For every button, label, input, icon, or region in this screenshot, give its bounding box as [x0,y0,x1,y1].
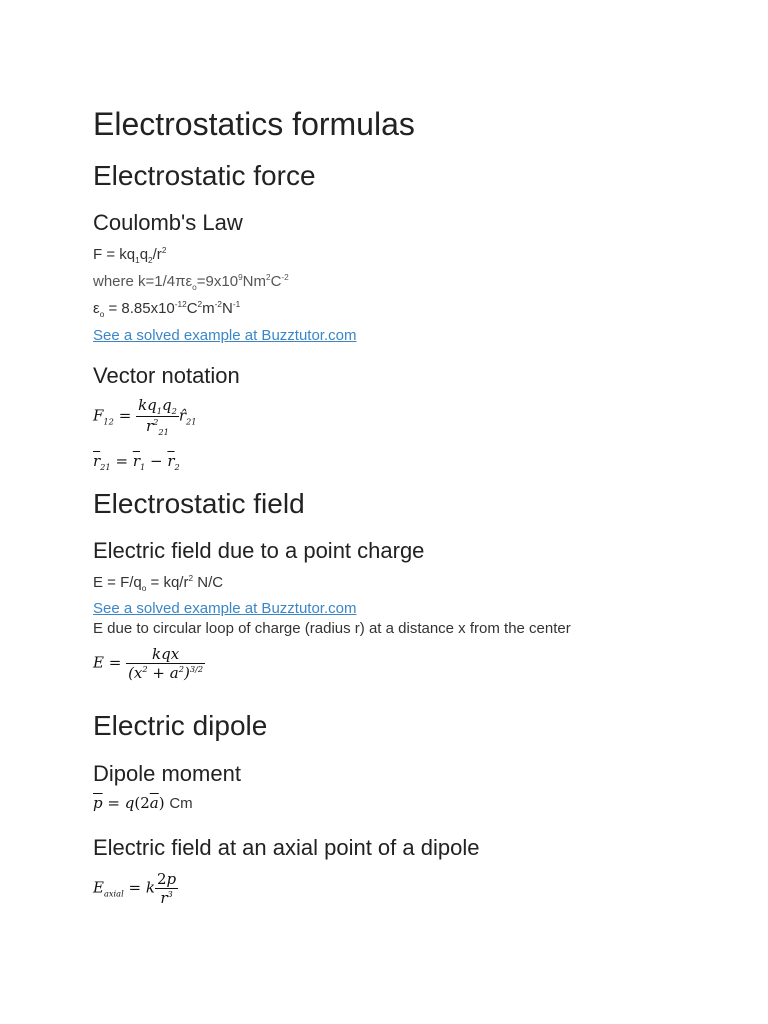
subheading-coulombs-law: Coulomb's Law [93,210,243,235]
subheading-vector-notation: Vector notation [93,363,240,388]
solved-example-link-force[interactable]: See a solved example at Buzztutor.com [93,327,357,344]
permittivity-value: $\varepsilon_o = 8.85x10^{-12}C^2m^{-2}N^{-1}$ [93,300,241,319]
dipole-moment-formula: $\overline{p} = q(2\overline{a})$ Cm [93,794,193,812]
circular-loop-description: E due to circular loop of charge (radius r) at a distance x from the center [93,620,571,637]
point-charge-formula: $E = F/q_o = kq/r^2$ N/C [93,574,224,593]
circular-loop-formula: E = $\frac{\text{kqx}}{(x^2 + a^2)^{3/2}}$ [93,645,204,682]
page-title: Electrostatics formulas [93,106,415,142]
section-heading-force: Electrostatic force [93,160,316,191]
solved-example-link-field[interactable]: See a solved example at Buzztutor.com [93,600,357,617]
section-heading-field: Electrostatic field [93,488,305,519]
coulomb-constant-k: where $k=1/4\pi\varepsilon_o=9x10^9Nm^2C^{-2}$ [93,273,289,292]
subheading-axial-field: Electric field at an axial point of a dipole [93,835,480,860]
section-heading-dipole: Electric dipole [93,710,268,741]
axial-field-formula: $E_{axial} = k$ $\frac{2p}{r^3}$ [93,870,177,907]
coulomb-formula: $F = kq_1q_2/r^2$ [93,246,167,265]
vector-displacement-formula: $\overline{r}_{21} = \overline{r}_1 - \overline{r}_2$ [93,452,180,472]
dipole-moment-unit: Cm [169,795,193,812]
vector-force-formula: $F_{12}$ = $\frac{kq_1q_2}{r^2_{21}}$ $r̂_{21}$ [93,396,197,437]
subheading-point-charge: Electric field due to a point charge [93,538,425,563]
subheading-dipole-moment: Dipole moment [93,761,241,786]
